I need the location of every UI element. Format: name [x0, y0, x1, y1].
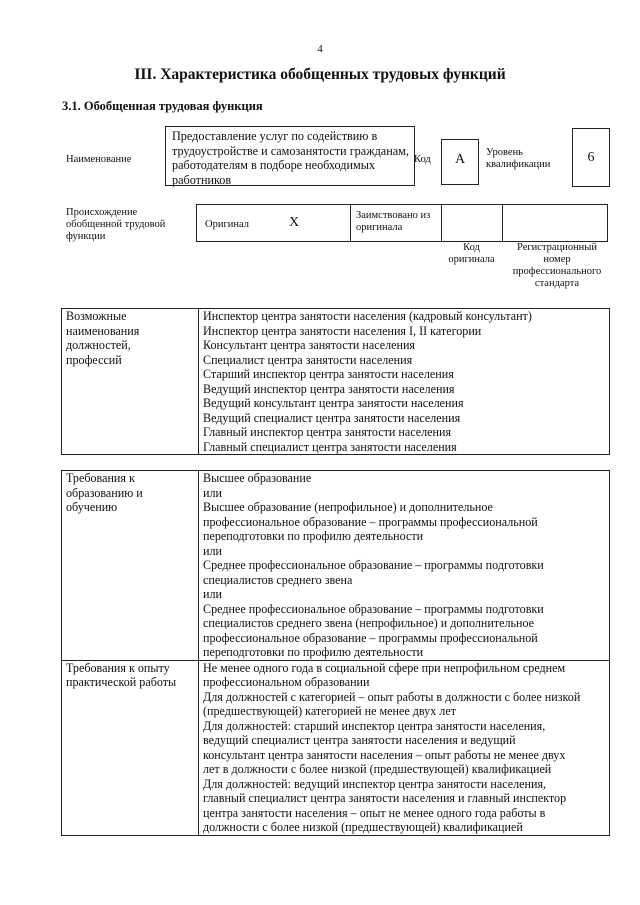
- experience-line: Не менее одного года в социальной сфере при непрофильном среднем: [203, 660, 566, 675]
- position-item: Ведущий консультант центра занятости населения: [203, 396, 464, 410]
- borrowed-label-2: оригинала: [356, 222, 403, 233]
- origin-divider-1: [350, 204, 351, 242]
- borrowed-label-1: Заимствовано из: [356, 210, 431, 221]
- position-item: Ведущий специалист центра занятости населения: [203, 410, 461, 425]
- origin-divider-3: [502, 204, 503, 242]
- section-title: III. Характеристика обобщенных трудовых функций: [134, 66, 506, 83]
- education-line: Высшее образование: [203, 471, 312, 485]
- positions-label-line: наименования: [66, 323, 140, 338]
- original-label: Оригинал: [205, 219, 249, 230]
- education-line: Среднее профессиональное образование – программы подготовки: [203, 601, 544, 616]
- experience-line: лет в должности с более низкой (предшествующей) квалификацией: [203, 762, 552, 776]
- education-label-line: обучению: [66, 500, 118, 514]
- code-caption-1: Код: [463, 242, 480, 253]
- positions-label-line: профессий: [66, 352, 122, 367]
- position-item: Специалист центра занятости населения: [203, 352, 413, 367]
- positions-table: [61, 308, 610, 455]
- experience-line: центра занятости населения – опыт не менее одного года работы в: [203, 805, 546, 820]
- education-line: профессиональное образование – программы профессиональной: [203, 630, 538, 645]
- level-label-2: квалификации: [486, 159, 551, 170]
- education-line: или: [203, 485, 222, 500]
- education-line: специалистов среднего звена: [203, 572, 353, 587]
- requirements-table: [61, 470, 610, 836]
- experience-line: главный специалист центра занятости населения и главный инспектор: [203, 791, 567, 805]
- code-value: А: [454, 152, 466, 167]
- experience-line: консультант центра занятости населения – опыт работы не менее двух: [203, 747, 566, 762]
- experience-line: (предшествующей) категорией не менее двух лет: [203, 704, 456, 718]
- reg-caption-1: Регистрационный: [517, 242, 597, 253]
- education-label-cell: [62, 471, 199, 661]
- positions-label-cell: [62, 309, 199, 455]
- positions-label-line: должностей,: [66, 338, 131, 352]
- experience-line: ведущий специалист центра занятости населения и ведущий: [203, 733, 516, 747]
- name-value: Предоставление услуг по содействию в трудоустройстве и самозанятости гражданам, работодателям в подборе необходимых работников: [172, 129, 409, 187]
- reg-caption-2: номер: [543, 254, 571, 265]
- experience-line: Для должностей с категорией – опыт работы в должности с более низкой: [203, 689, 581, 704]
- experience-text-cell: [199, 660, 610, 835]
- origin-divider-2: [441, 204, 442, 242]
- education-line: Высшее образование (непрофильное) и дополнительное: [203, 500, 493, 514]
- education-row: [62, 471, 610, 661]
- education-line: переподготовки по профилю деятельности: [203, 529, 424, 543]
- positions-list-cell: [199, 309, 610, 455]
- experience-label-line: Требования к опыту: [66, 660, 170, 675]
- positions-row: [62, 309, 610, 455]
- position-item: Ведущий инспектор центра занятости населения: [203, 381, 455, 396]
- education-line: или: [203, 587, 222, 601]
- reg-caption-3: профессионального: [512, 266, 602, 277]
- name-label: Наименование: [66, 154, 132, 165]
- original-mark: X: [289, 215, 300, 230]
- education-line: Среднее профессиональное образование – программы подготовки: [203, 558, 544, 572]
- education-line: переподготовки по профилю деятельности: [203, 645, 424, 659]
- experience-line: должности с более низкой (предшествующей) квалификацией: [203, 820, 523, 834]
- experience-label-cell: [62, 660, 199, 835]
- education-label-line: образованию и: [66, 485, 143, 500]
- position-item: Главный специалист центра занятости населения: [203, 439, 457, 454]
- origin-label-3: функции: [66, 231, 106, 242]
- education-label-line: Требования к: [66, 471, 135, 485]
- experience-line: профессиональном образовании: [203, 675, 370, 689]
- position-item: Инспектор центра занятости населения I, II категории: [203, 323, 482, 338]
- reg-caption-4: стандарта: [534, 278, 580, 289]
- experience-row: [62, 660, 610, 835]
- position-item: Старший инспектор центра занятости населения: [203, 367, 454, 381]
- position-item: Главный инспектор центра занятости населения: [203, 425, 452, 439]
- position-item: Консультант центра занятости населения: [203, 338, 415, 352]
- education-line: профессиональное образование – программы профессиональной: [203, 514, 538, 529]
- experience-label-line: практической работы: [66, 675, 177, 689]
- education-line: или: [203, 543, 222, 558]
- page-number: 4: [317, 43, 323, 55]
- position-item: Инспектор центра занятости населения (кадровый консультант): [203, 309, 532, 323]
- subsection-title: 3.1. Обобщенная трудовая функция: [62, 99, 263, 113]
- code-caption-2: оригинала: [448, 254, 495, 265]
- experience-line: Для должностей: ведущий инспектор центра занятости населения,: [203, 776, 547, 791]
- positions-label-line: Возможные: [66, 309, 127, 323]
- origin-label-2: обобщенной трудовой: [66, 219, 166, 230]
- origin-label-1: Происхождение: [66, 207, 138, 218]
- level-value: 6: [587, 150, 595, 165]
- level-label-1: Уровень: [486, 147, 523, 158]
- education-text-cell: [199, 471, 610, 661]
- education-line: специалистов среднего звена (непрофильное) и дополнительное: [203, 616, 535, 630]
- experience-line: Для должностей: старший инспектор центра занятости населения,: [203, 718, 546, 733]
- code-label: Код: [414, 154, 431, 165]
